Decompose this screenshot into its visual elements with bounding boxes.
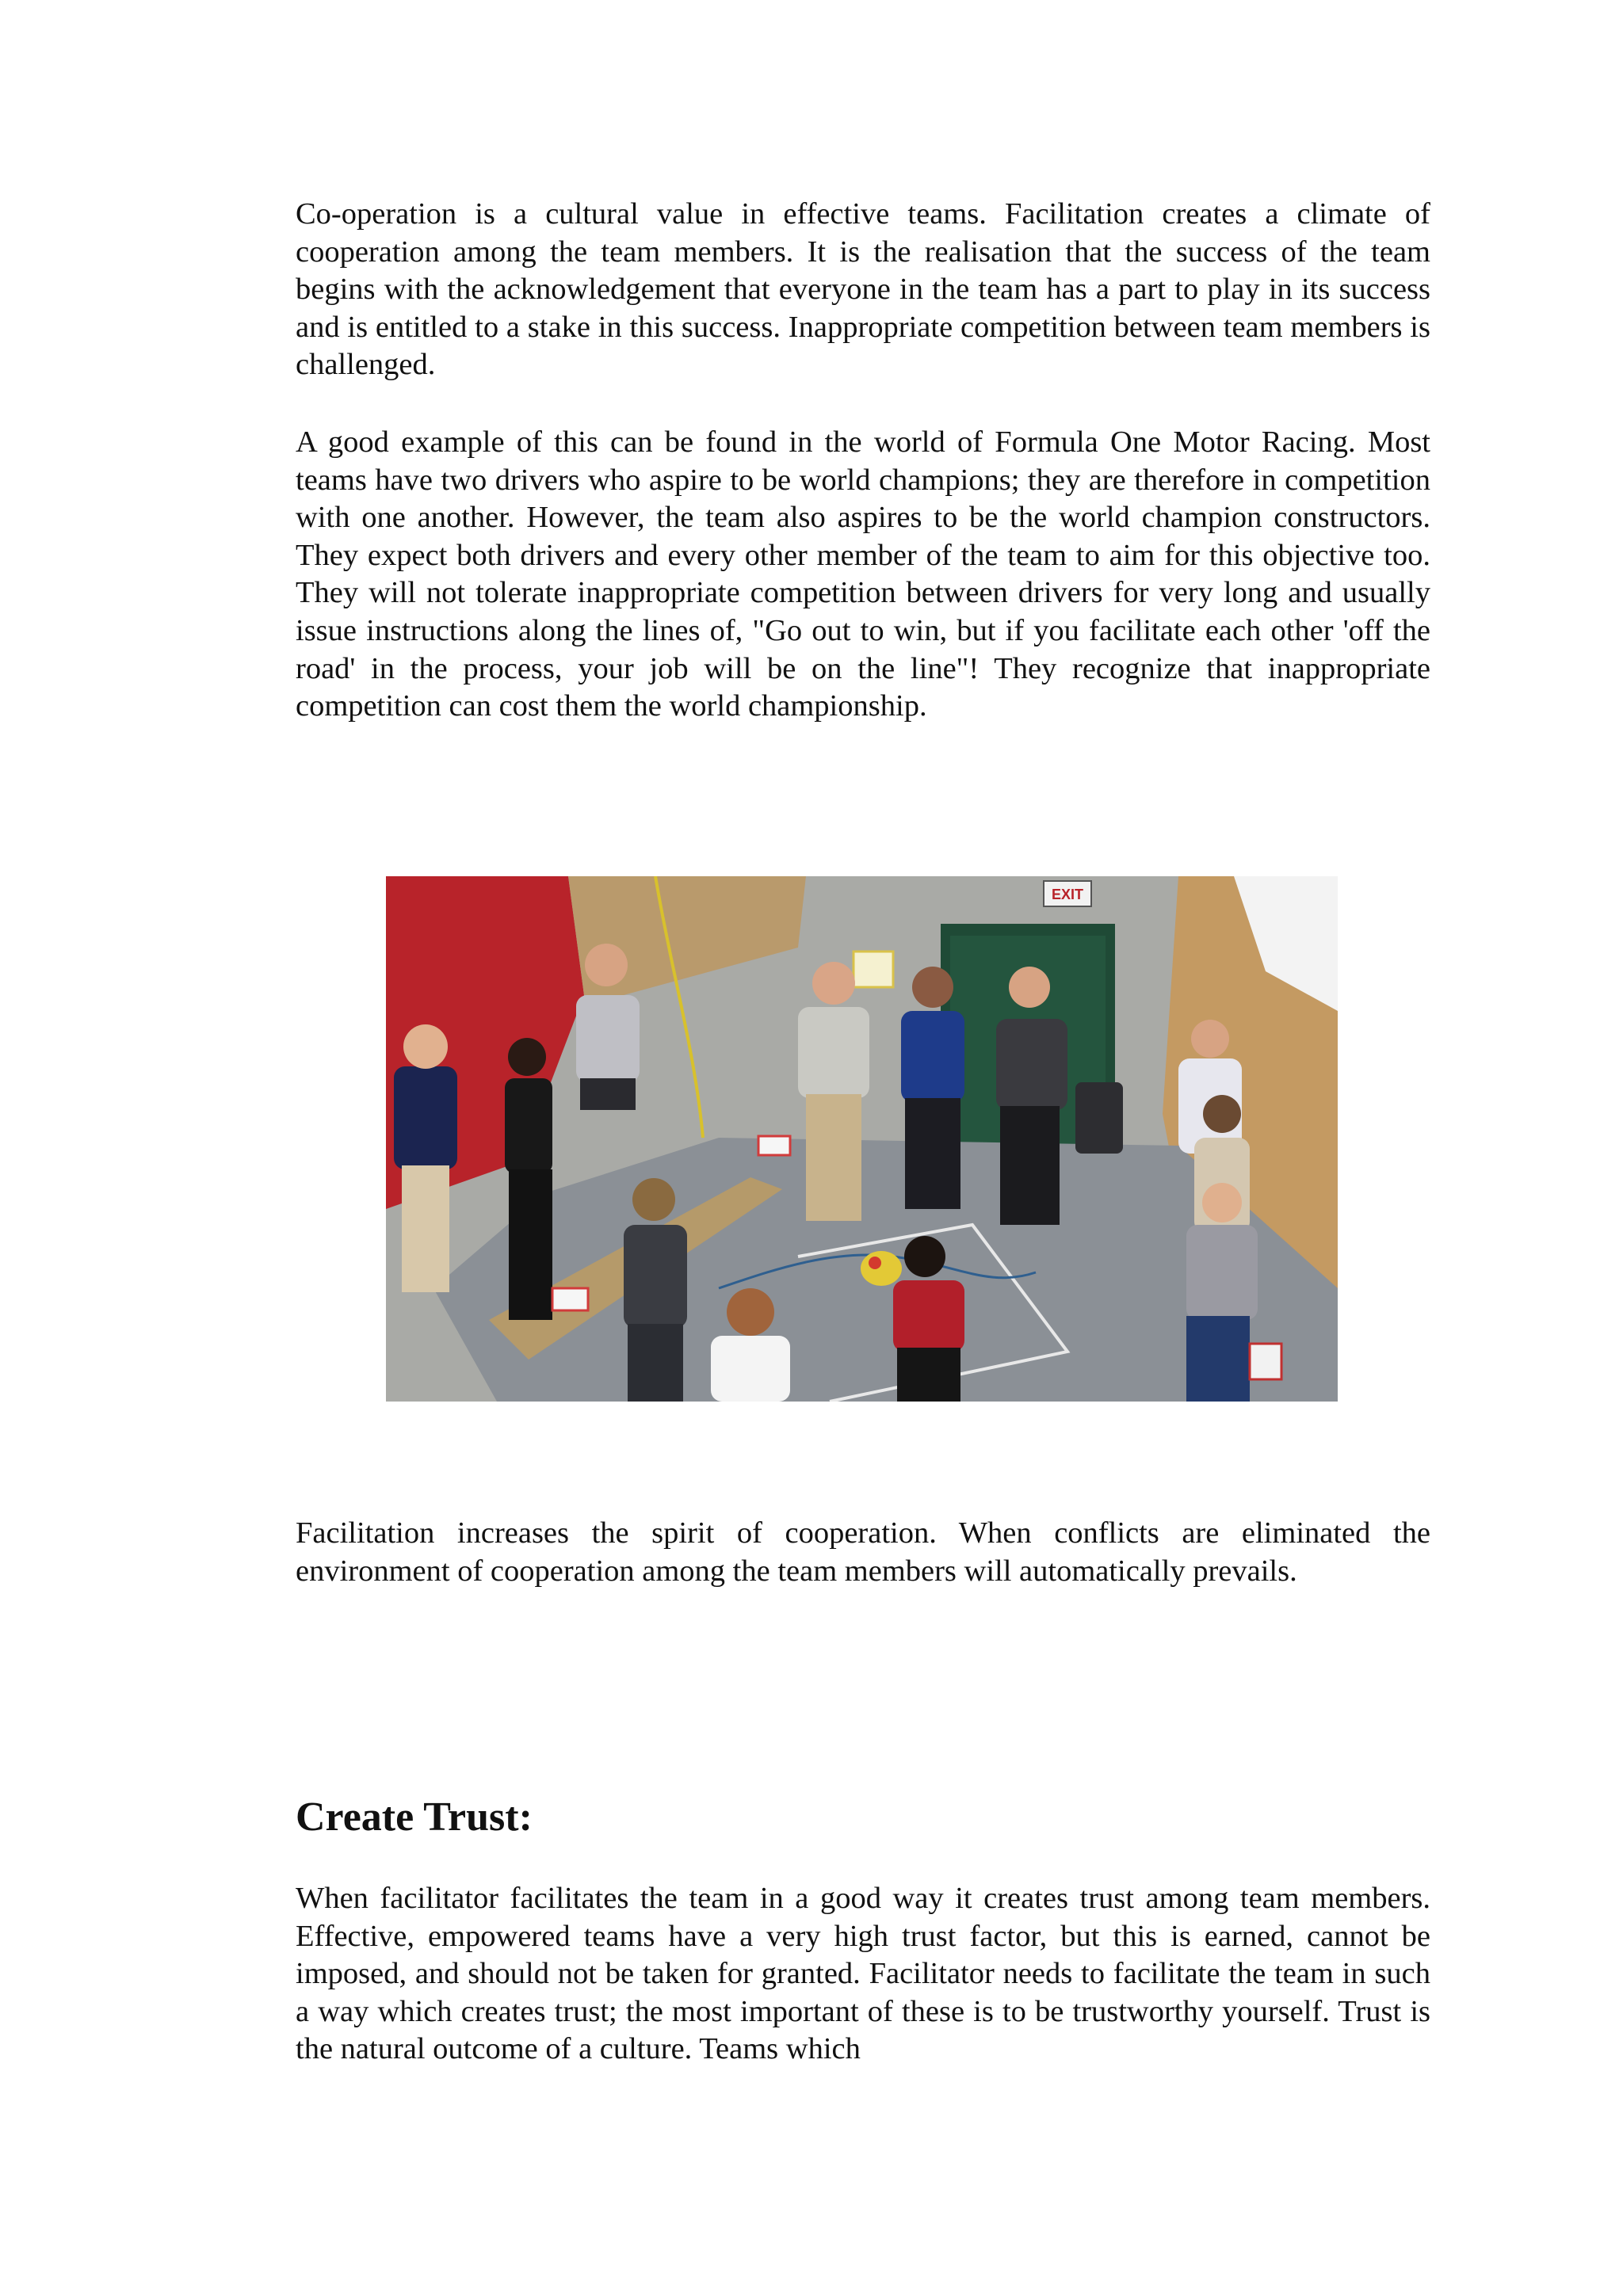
paragraph-formula-one-example: A good example of this can be found in the world of Formula One Motor Racing. Most teams have two drivers who aspire to be world champions; they are therefore in competition with one another. However, the team also aspires to be the world champion constructors. They expect both drivers and every other member of the team to aim for this objective too. They will not tolerate inappropriate competition between drivers for very long and usually issue instructions along the lines of, "Go out to win, but if you facilitate each other 'off the road' in the process, your job will be on the line"! They recognize that inappropriate competition can cost them the world championship. bbox=[296, 425, 1430, 723]
paragraph-create-trust: When facilitator facilitates the team in a good way it creates trust among team members. Effective, empowered teams have a very high trust factor, but this is earned, cannot be imposed, and should not be taken for granted. Facilitator needs to facilitate the team in such a way which creates trust; the most important of these is to be trustworthy yourself. Trust is the natural outcome of a culture. Teams which bbox=[296, 1882, 1430, 2066]
team-photo-illustration bbox=[386, 876, 1338, 1402]
paragraph-cooperation: Co-operation is a cultural value in effective teams. Facilitation creates a climate of cooperation among the team members. It is the realisation that the success of the team begins with the acknowledgement that everyone in the team has a part to play in its success and is entitled to a stake in this success. Inappropriate competition between team members is challenged. bbox=[296, 197, 1430, 382]
section-heading-create-trust: Create Trust: bbox=[296, 1794, 533, 1840]
team-facilitation-photo bbox=[386, 876, 1338, 1402]
exit-sign-text: EXIT bbox=[1051, 887, 1084, 902]
paragraph-spirit-of-cooperation: Facilitation increases the spirit of cooperation. When conflicts are eliminated the environment of cooperation among the team members will automatically prevails. bbox=[296, 1516, 1430, 1588]
